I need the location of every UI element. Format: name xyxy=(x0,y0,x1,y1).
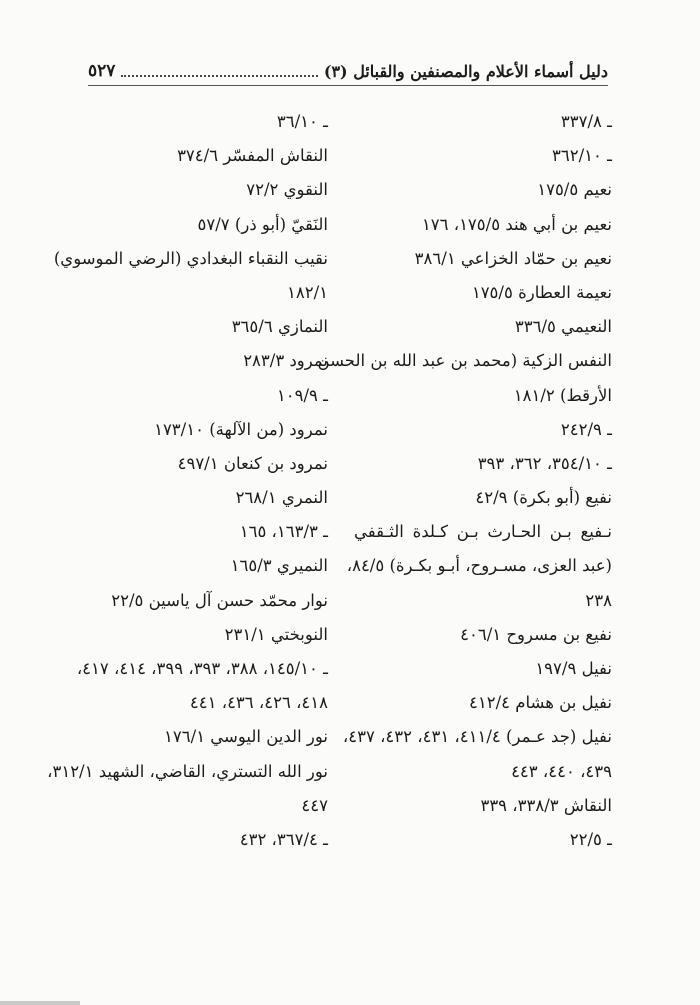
index-line: النميري ١٦٥/٣ xyxy=(230,556,328,576)
index-line: نفيع بن مسروح ٤٠٦/١ xyxy=(460,624,612,644)
index-line: النقاش ٣٣٨/٣، ٣٣٩ xyxy=(480,795,612,815)
index-line: نقيب النقباء البغدادي (الرضي الموسوي) xyxy=(53,248,328,268)
index-line: نمرود بن كنعان ٤٩٧/١ xyxy=(177,453,328,473)
index-line: ـ ٣٣٧/٨ xyxy=(560,112,612,131)
index-line: نـفيع بـن الحـارث بـن كـلدة الثـقفي xyxy=(354,522,612,542)
index-line: ٤٣٩، ٤٤٠، ٤٤٣ xyxy=(511,761,612,781)
index-line: نعيم بن حمّاد الخزاعي ٣٨٦/١ xyxy=(414,248,612,268)
index-line: ـ ١٠٩/٩ xyxy=(276,385,328,405)
index-line: ـ ٣٦٢/١٠ xyxy=(552,146,612,166)
index-line: ٤١٨، ٤٢٦، ٤٣٦، ٤٤١ xyxy=(189,693,328,713)
index-line: ـ ٣٦٧/٤، ٤٣٢ xyxy=(239,829,328,849)
index-line: نفيل بن هشام ٤١٢/٤ xyxy=(469,693,612,713)
running-header xyxy=(88,55,608,81)
header-rule xyxy=(88,85,608,86)
index-line: النفس الزكية (محمد بن عبد الله بن الحسن xyxy=(317,351,612,371)
header-dot-leader xyxy=(121,75,317,77)
index-line: نور الدين اليوسي ١٧٦/١ xyxy=(164,727,328,747)
index-line: النَقيّ (أبو ذر) ٥٧/٧ xyxy=(197,214,328,234)
index-column-left xyxy=(47,105,328,857)
index-line: نور الله التستري، القاضي، الشهيد ٣١٢/١، xyxy=(47,761,328,781)
index-line: النقاش المفسّر ٣٧٤/٦ xyxy=(177,146,328,166)
index-line: نمرود (من الآلهة) ١٧٣/١٠ xyxy=(154,419,328,439)
index-line: ـ ٢٢/٥ xyxy=(569,829,612,849)
index-line: النمازي ٣٦٥/٦ xyxy=(231,317,328,337)
index-column-right xyxy=(317,105,612,857)
index-line: النعيمي ٣٣٦/٥ xyxy=(514,317,612,337)
index-line: نمرود ٢٨٣/٣ xyxy=(243,351,328,371)
index-line: نفيل ١٩٧/٩ xyxy=(535,659,612,678)
index-line: النمري ٢٦٨/١ xyxy=(235,488,328,508)
index-line: نعيمة العطارة ١٧٥/٥ xyxy=(471,282,612,302)
index-line: ـ ٢٤٢/٩ xyxy=(560,419,612,439)
index-line: الأرقط) ١٨١/٢ xyxy=(513,385,612,405)
index-line: ـ ٣٥٤/١٠، ٣٦٢، ٣٩٣ xyxy=(477,453,612,473)
index-line: ٢٣٨ xyxy=(585,590,612,610)
index-line: (عبد العزى، مسـروح، أبـو بكـرة) ٨٤/٥، xyxy=(346,556,612,576)
index-line: النوبختي ٢٣١/١ xyxy=(224,624,328,644)
index-line: النقوي ٧٢/٢ xyxy=(246,180,328,200)
index-line: ـ ٣٦/١٠ xyxy=(276,112,328,131)
index-line: نفيع (أبو بكرة) ٤٢/٩ xyxy=(475,488,612,508)
index-line: ١٨٢/١ xyxy=(286,282,328,302)
page-edge-mark xyxy=(0,1001,80,1005)
page-number: ٥٢٧ xyxy=(88,61,116,81)
index-line: نعيم ١٧٥/٥ xyxy=(537,180,612,200)
header-title: دليل أسماء الأعلام والمصنفين والقبائل (٣) xyxy=(323,62,608,81)
index-line: نعيم بن أبي هند ١٧٥/٥، ١٧٦ xyxy=(421,214,612,234)
index-line: ـ ١٤٥/١٠، ٣٨٨، ٣٩٣، ٣٩٩، ٤١٤، ٤١٧، xyxy=(76,659,328,678)
index-line: نوار محمّد حسن آل ياسين ٢٢/٥ xyxy=(111,590,328,610)
index-line: نفيل (جد عـمر) ٤١١/٤، ٤٣١، ٤٣٢، ٤٣٧، xyxy=(342,727,612,747)
index-line: ـ ١٦٣/٣، ١٦٥ xyxy=(239,522,328,542)
index-line: ٤٤٧ xyxy=(301,795,328,815)
